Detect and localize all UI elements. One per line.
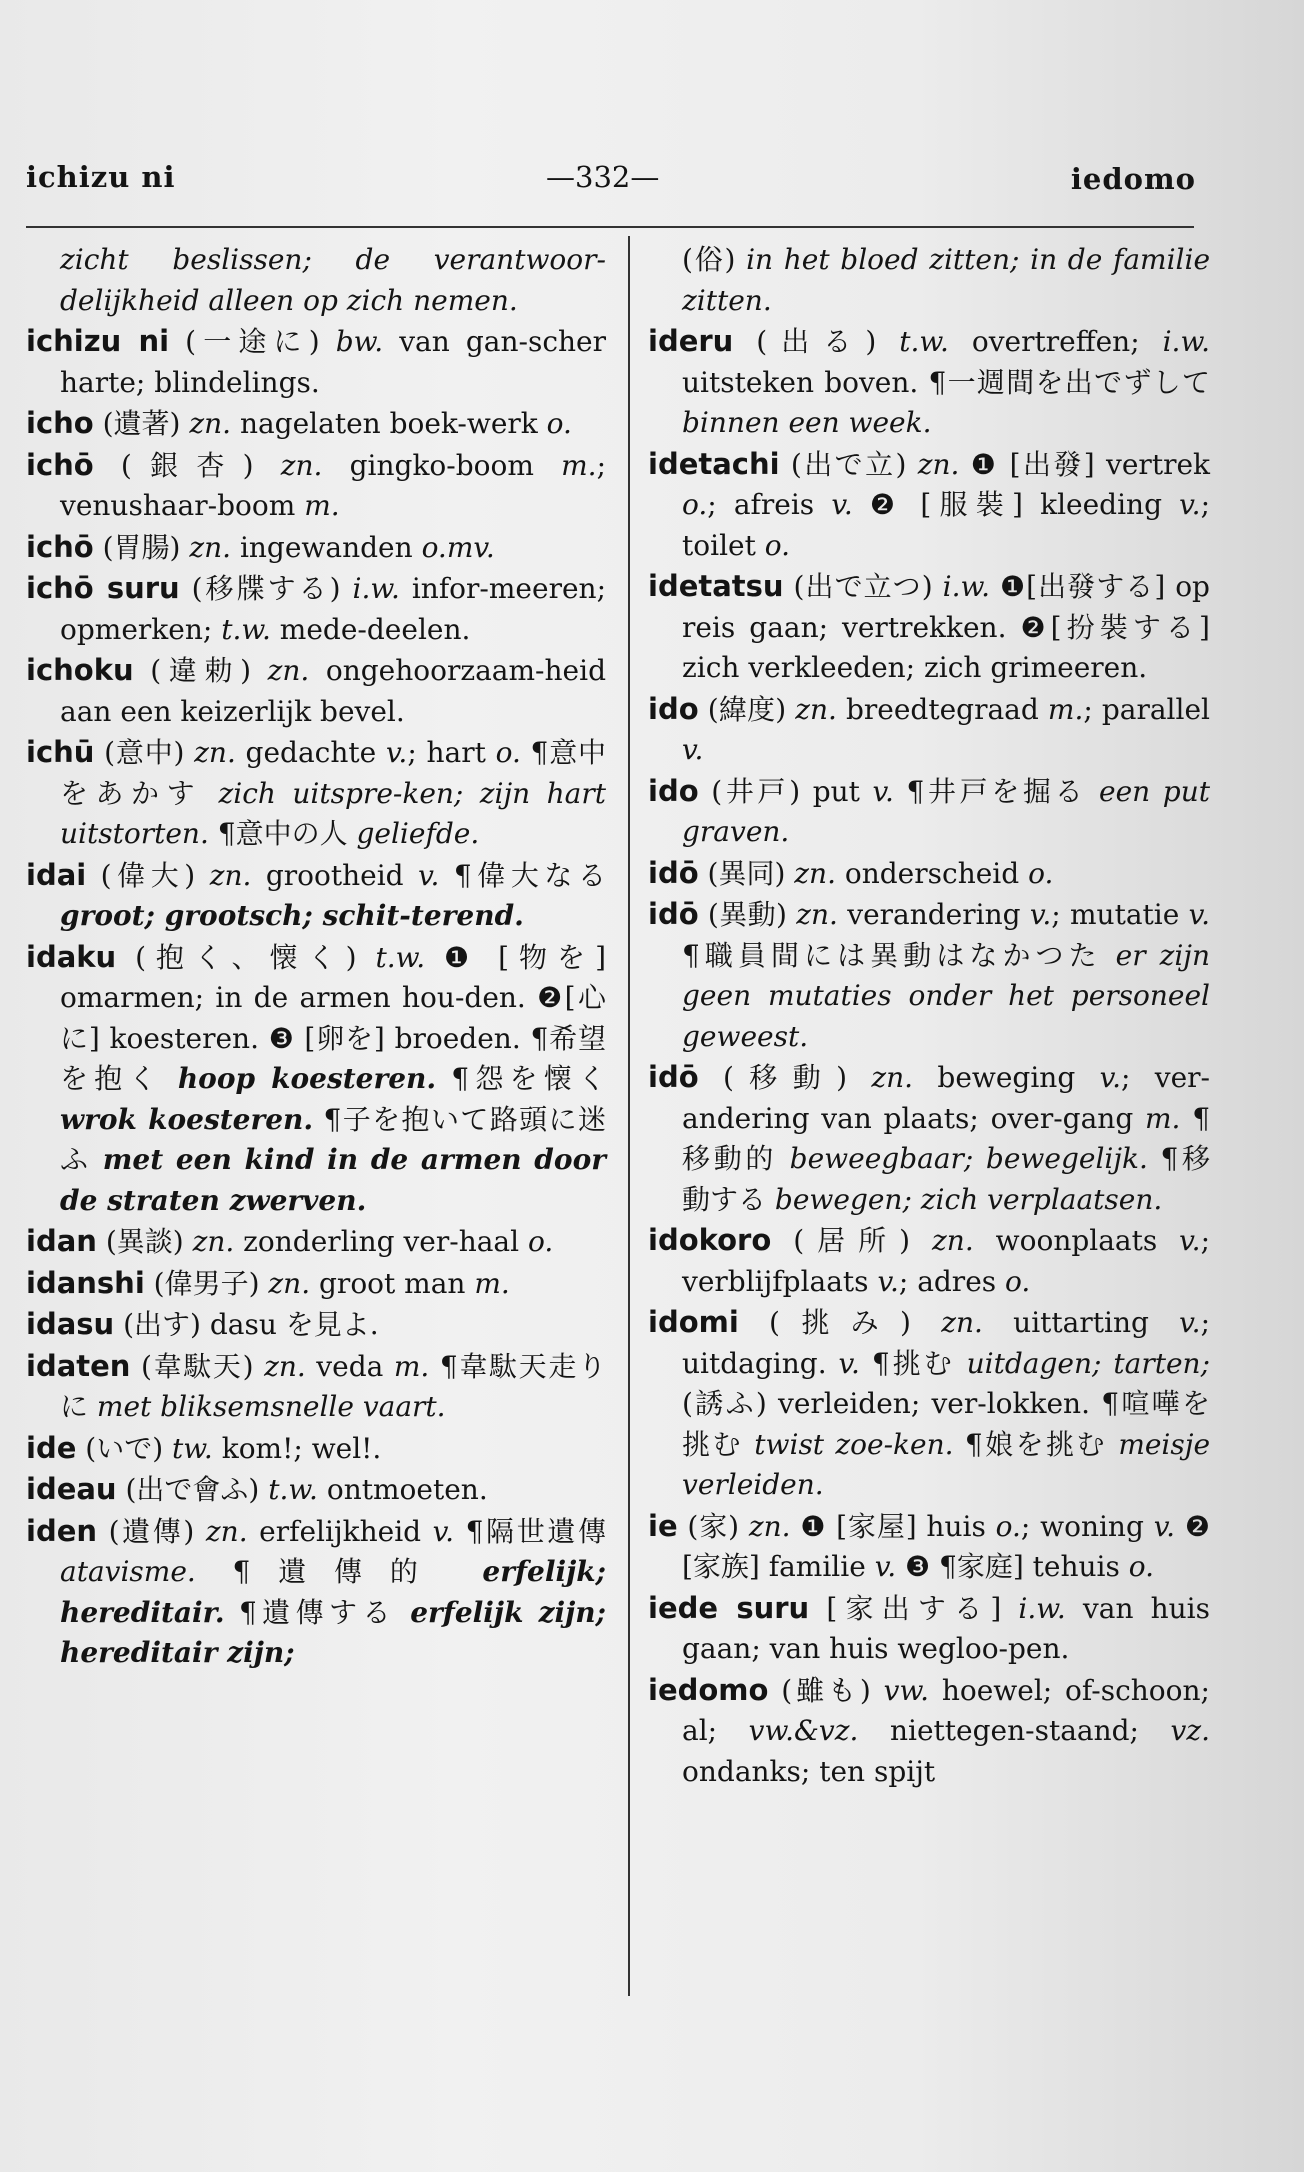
- headword: ichō: [26, 529, 94, 564]
- headword: idaku: [26, 939, 117, 974]
- definition-text: woonplaats: [973, 1224, 1180, 1257]
- definition-text: (出で立つ): [783, 570, 943, 603]
- headword: ideau: [26, 1472, 117, 1506]
- example-text: zn.: [205, 1514, 248, 1548]
- headword: ido: [648, 691, 699, 726]
- definition-text: (一途に): [169, 325, 336, 358]
- dictionary-entry: [26, 568, 606, 650]
- example-text: bewegen; zich verplaatsen.: [774, 1182, 1163, 1216]
- example-text: zn.: [268, 1266, 311, 1300]
- definition-text: verandering: [837, 898, 1030, 931]
- headword: idanshi: [26, 1265, 145, 1300]
- definition-text: ¶遺傳する: [224, 1595, 411, 1629]
- example-text: o.: [1005, 1264, 1031, 1298]
- headword: idokoro: [648, 1223, 772, 1257]
- example-text: o.: [682, 488, 708, 521]
- example-text: bw.: [335, 325, 384, 358]
- definition-text: (出す) dasu を見よ.: [114, 1308, 379, 1341]
- headword: idō: [648, 1060, 699, 1094]
- definition-text: ❸ ¶家庭] tehuis: [896, 1550, 1129, 1583]
- headword: idō: [648, 855, 699, 890]
- definition-text: groot man: [310, 1266, 475, 1300]
- definition-text: infor-meeren; opmerken;: [60, 572, 606, 646]
- definition-text: onderscheid: [835, 856, 1029, 890]
- example-text: zn.: [748, 1509, 791, 1543]
- definition-text: (偉男子): [144, 1266, 269, 1300]
- entry-continuation: [648, 240, 1210, 321]
- example-text: geliefde.: [356, 817, 480, 850]
- example-text: v.: [831, 488, 853, 521]
- definition-text: ¶井戸を掘る: [893, 774, 1100, 808]
- headword: iede suru: [648, 1590, 810, 1625]
- definition-text: (移牒する): [179, 572, 353, 605]
- running-head: [26, 160, 1196, 200]
- example-text: m.: [393, 1349, 430, 1383]
- example-text: o.: [1128, 1550, 1155, 1583]
- example-text: o.: [1028, 856, 1054, 890]
- headword: ichū: [26, 735, 95, 769]
- headword: ido: [648, 773, 699, 808]
- headword: idai: [26, 857, 87, 892]
- definition-text: (韋駄天): [130, 1349, 265, 1383]
- definition-text: (誘ふ) verleiden; ver-lokken. ¶喧嘩を挑む: [682, 1387, 1210, 1461]
- definition-text: ❶[出發する] op reis gaan; vertrekken. ❷[扮裝する] zich verkleeden; zich grimeeren.: [682, 570, 1210, 684]
- example-text: v.: [1179, 1306, 1201, 1339]
- headword: icho: [26, 406, 94, 440]
- definition-text: (居所): [771, 1224, 933, 1257]
- dictionary-entry: [26, 445, 606, 527]
- example-text: v.: [1099, 1061, 1121, 1094]
- definition-text: uitsteken boven. ¶一週間を出でずして: [682, 365, 1210, 399]
- definition-text: (異談): [96, 1225, 193, 1258]
- example-text: o.: [995, 1509, 1021, 1543]
- definition-text: ❷ [服裝] kleeding: [852, 488, 1180, 521]
- example-text: zn.: [932, 1224, 974, 1257]
- definition-text: ontmoeten.: [317, 1473, 488, 1506]
- example-text: zn.: [264, 1349, 306, 1383]
- definition-text: (緯度): [698, 692, 796, 726]
- definition-text: ; adres: [898, 1264, 1006, 1298]
- headword: ichō suru: [26, 571, 180, 605]
- definition-text: (違勅): [133, 654, 268, 687]
- definition-text: (銀杏): [93, 448, 281, 482]
- dictionary-entry: [648, 771, 1210, 853]
- definition-text: kom!; wel!.: [212, 1431, 382, 1465]
- example-text: zn.: [795, 692, 837, 726]
- entry-continuation: [26, 240, 606, 321]
- headword: ichizu ni: [26, 324, 170, 358]
- example-text: zn.: [280, 448, 323, 482]
- definition-text: ¶韋駄天走りに: [60, 1349, 606, 1423]
- dictionary-entry: [648, 894, 1210, 1057]
- definition-text: (遺傳): [97, 1514, 206, 1548]
- dictionary-entry: [26, 1346, 606, 1428]
- example-text: zn.: [941, 1306, 983, 1339]
- example-text: v.: [838, 1346, 860, 1380]
- definition-text: ; uitdaging.: [682, 1306, 1210, 1380]
- example-text: er zijn geen mutaties onder het personeel geweest.: [682, 938, 1211, 1053]
- example-text: erfelijk; hereditair.: [60, 1555, 606, 1629]
- page-number: —332—: [546, 160, 660, 194]
- definition-text: ¶偉大なる: [439, 858, 606, 892]
- definition-text: (胃腸): [93, 530, 190, 564]
- example-text: i.w.: [942, 570, 991, 603]
- definition-text: ; parallel: [1083, 692, 1210, 726]
- example-text: vw.&vz.: [748, 1714, 859, 1747]
- example-text: m.: [561, 448, 597, 482]
- dictionary-entry: [26, 1221, 606, 1263]
- example-text: t.w.: [375, 940, 426, 974]
- example-text: erfelijk zijn; hereditair zijn;: [60, 1595, 607, 1669]
- headword: iden: [26, 1513, 98, 1548]
- definition-text: ; afreis: [707, 488, 832, 521]
- example-text: met bliksemsnelle vaart.: [96, 1390, 446, 1423]
- dictionary-entry: [26, 1428, 606, 1470]
- headword: ichoku: [26, 653, 134, 687]
- definition-text: breedtegraad: [836, 692, 1048, 726]
- example-text: met een kind in de armen door de straten zwerven.: [60, 1143, 606, 1217]
- definition-text: hoewel; of-schoon; al;: [682, 1673, 1210, 1747]
- definition-text: overtreffen;: [948, 325, 1163, 358]
- definition-text: gedachte: [235, 736, 386, 769]
- example-text: wrok koesteren.: [60, 1102, 314, 1136]
- example-text: m.: [474, 1266, 510, 1300]
- headword: ideru: [648, 324, 734, 358]
- example-text: o.: [495, 736, 521, 769]
- definition-text: ; verblijfplaats: [682, 1224, 1211, 1298]
- example-text: meisje verleiden.: [682, 1427, 1211, 1501]
- example-text: v.: [1188, 898, 1210, 931]
- header-rule: [26, 226, 1194, 228]
- definition-text: erfelijkheid: [247, 1514, 433, 1548]
- definition-text: ¶子を抱いて路頭に迷ふ: [60, 1102, 606, 1176]
- definition-text: ongehoorzaam-heid aan een keizerlijk bevel.: [60, 654, 606, 728]
- definition-text: ; woning: [1020, 1509, 1154, 1543]
- dictionary-entry: [26, 1469, 606, 1511]
- headword: idasu: [26, 1307, 115, 1341]
- dictionary-entry: [26, 321, 606, 403]
- definition-text: (出で會ふ): [116, 1473, 269, 1506]
- definition-text: (出る): [733, 325, 900, 358]
- definition-text: ¶移動的: [682, 1101, 1211, 1175]
- dictionary-entry: [648, 321, 1210, 444]
- example-text: tw.: [172, 1431, 213, 1465]
- headword: idan: [26, 1224, 97, 1258]
- definition-text: (抱く、懐く): [116, 940, 376, 974]
- definition-text: (いで): [76, 1431, 173, 1465]
- definition-text: ; hart: [407, 736, 496, 769]
- headword: idaten: [26, 1348, 131, 1383]
- example-text: o.: [527, 1225, 554, 1258]
- dictionary-entry: [648, 444, 1210, 567]
- example-text: v.: [877, 1264, 899, 1298]
- example-text: v.: [1153, 1509, 1176, 1543]
- definition-text: (家): [677, 1509, 749, 1543]
- example-text: zn.: [189, 530, 232, 564]
- definition-text: ingewanden: [231, 530, 422, 564]
- definition-text: (遺著): [93, 407, 190, 440]
- example-text: zn.: [189, 407, 232, 440]
- definition-text: ¶意中の人: [208, 817, 357, 850]
- dictionary-entry: [648, 1220, 1210, 1302]
- dictionary-entry: [648, 566, 1210, 689]
- example-text: t.w.: [899, 325, 949, 358]
- example-text: i.w.: [1018, 1591, 1066, 1625]
- example-text: t.w.: [221, 612, 271, 646]
- example-text: vw.: [883, 1673, 930, 1707]
- example-text: zn.: [209, 858, 252, 892]
- definition-text: (異同): [698, 856, 795, 890]
- right-column: [648, 240, 1210, 1792]
- dictionary-entry: [26, 527, 606, 569]
- example-text: atavisme.: [60, 1555, 196, 1588]
- definition-text: van gan-scher harte; blindelings.: [60, 325, 606, 399]
- definition-text: mede-deelen.: [270, 612, 471, 646]
- definition-text: ¶遺傳的: [195, 1555, 483, 1588]
- headword: ie: [648, 1508, 678, 1543]
- dictionary-entry: [648, 1670, 1210, 1793]
- example-text: in het bloed zitten; in de familie zitten.: [682, 243, 1211, 317]
- definition-text: ; mutatie: [1051, 898, 1189, 931]
- example-text: zn.: [192, 1225, 235, 1258]
- definition-text: gingko-boom: [322, 448, 562, 482]
- example-text: vz.: [1170, 1714, 1211, 1747]
- definition-text: (意中): [94, 736, 195, 769]
- definition-text: ¶移動する: [682, 1142, 1211, 1216]
- definition-text: van huis gaan; van huis wegloo-pen.: [682, 1591, 1210, 1665]
- definition-text: ¶挑む: [859, 1346, 967, 1380]
- headword: idō: [648, 897, 699, 931]
- definition-text: (偉大): [86, 858, 210, 892]
- definition-text: ❶ [家屋] huis: [790, 1509, 996, 1543]
- example-text: v.: [872, 774, 894, 808]
- example-text: uitdagen; tarten;: [966, 1346, 1210, 1380]
- definition-text: ¶職員間には異動はなかつた: [682, 938, 1116, 972]
- definition-text: ; venushaar-boom: [60, 448, 606, 522]
- definition-text: zonderling ver-haal: [234, 1225, 528, 1258]
- example-text: v.: [432, 1514, 455, 1548]
- definition-text: uittarting: [982, 1306, 1180, 1339]
- definition-text: ❷ [家族] familie: [682, 1509, 1210, 1583]
- example-text: m.: [1145, 1101, 1181, 1135]
- definition-text: ; ver-andering van plaats; over-gang: [682, 1061, 1210, 1135]
- definition-text: (挑み): [738, 1306, 942, 1339]
- definition-text: ¶隔世遺傳: [454, 1514, 607, 1548]
- example-text: zn.: [267, 654, 310, 687]
- example-text: m.: [304, 489, 340, 522]
- definition-text: (異動): [698, 898, 797, 931]
- example-text: i.w.: [352, 572, 400, 605]
- dictionary-entry: [26, 855, 606, 937]
- example-text: zn.: [194, 736, 236, 769]
- example-text: zich uitspre-ken; zijn hart uitstorten.: [60, 776, 606, 850]
- example-text: v.: [682, 733, 704, 766]
- example-text: m.: [1047, 692, 1084, 726]
- dictionary-entry: [648, 1057, 1210, 1220]
- example-text: zn.: [917, 447, 960, 481]
- definition-text: ❶ [出發] vertrek: [959, 447, 1210, 481]
- headword: iedomo: [648, 1672, 769, 1707]
- example-text: v.: [1179, 488, 1201, 521]
- definition-text: ¶怨を懐く: [436, 1062, 607, 1095]
- example-text: v.: [1029, 898, 1052, 931]
- example-text: twist zoe-ken.: [754, 1427, 954, 1461]
- definition-text: ❶ [物を] omarmen; in de armen hou-den. ❷[心に] koesteren. ❸ [卵を] broeden. ¶希望を抱く: [60, 940, 606, 1095]
- definition-text: ¶娘を挑む: [953, 1427, 1119, 1461]
- definition-text: (雖も): [768, 1673, 884, 1707]
- dictionary-entry: [648, 1506, 1210, 1588]
- dictionary-entry: [26, 1304, 606, 1346]
- column-divider: [628, 236, 630, 1996]
- headword: idetatsu: [648, 569, 784, 603]
- example-text: zn.: [871, 1061, 914, 1094]
- example-text: zn.: [796, 898, 838, 931]
- left-column: [26, 240, 606, 1674]
- dictionary-entry: [26, 1263, 606, 1305]
- dictionary-entry: [648, 853, 1210, 895]
- definition-text: ondanks; ten spijt: [682, 1754, 936, 1788]
- definition-text: beweging: [913, 1061, 1100, 1094]
- example-text: hoop koesteren.: [177, 1062, 437, 1095]
- dictionary-entry: [26, 650, 606, 732]
- headword: idomi: [648, 1305, 739, 1339]
- definition-text: veda: [305, 1349, 394, 1383]
- example-text: een put graven.: [682, 774, 1210, 848]
- headword: ide: [26, 1430, 77, 1465]
- dictionary-entry: [26, 403, 606, 445]
- definition-text: ¶意中をあかす: [60, 736, 607, 810]
- example-text: beweegbaar; bewegelijk.: [789, 1142, 1148, 1175]
- guide-word-right: iedomo: [1070, 162, 1196, 196]
- example-text: o.mv.: [421, 530, 495, 564]
- dictionary-entry: [648, 689, 1210, 771]
- dictionary-entry: [26, 1511, 606, 1674]
- example-text: t.w.: [268, 1473, 318, 1506]
- definition-text: grootheid: [251, 858, 419, 892]
- headword: ichō: [26, 447, 94, 482]
- definition-text: (井戸) put: [698, 774, 873, 808]
- example-text: i.w.: [1162, 325, 1210, 358]
- dictionary-entry: [648, 1588, 1210, 1670]
- example-text: v.: [385, 736, 408, 769]
- example-text: binnen een week.: [682, 406, 932, 439]
- guide-word-left: ichizu ni: [26, 160, 176, 194]
- definition-text: (俗): [682, 243, 747, 276]
- definition-text: (移動): [698, 1061, 872, 1094]
- headword: idetachi: [648, 446, 780, 481]
- example-text: v.: [874, 1550, 897, 1583]
- dictionary-entry: [26, 937, 606, 1222]
- definition-text: ; toilet: [682, 488, 1210, 562]
- definition-text: nagelaten boek-werk: [231, 407, 547, 440]
- definition-text: niettegen-staand;: [858, 1714, 1171, 1747]
- example-text: o.: [764, 528, 791, 562]
- dictionary-entry: [26, 732, 606, 855]
- definition-text: (出で立): [779, 447, 918, 481]
- definition-text: [家出する]: [809, 1591, 1019, 1625]
- dictionary-entry: [648, 1302, 1210, 1506]
- example-text: zicht beslissen; de verantwoor-delijkheid alleen op zich nemen.: [60, 243, 606, 317]
- example-text: v.: [1179, 1224, 1201, 1257]
- example-text: v.: [418, 858, 440, 892]
- example-text: o.: [546, 407, 572, 440]
- example-text: groot; grootsch; schit-terend.: [60, 899, 524, 932]
- example-text: zn.: [794, 856, 836, 890]
